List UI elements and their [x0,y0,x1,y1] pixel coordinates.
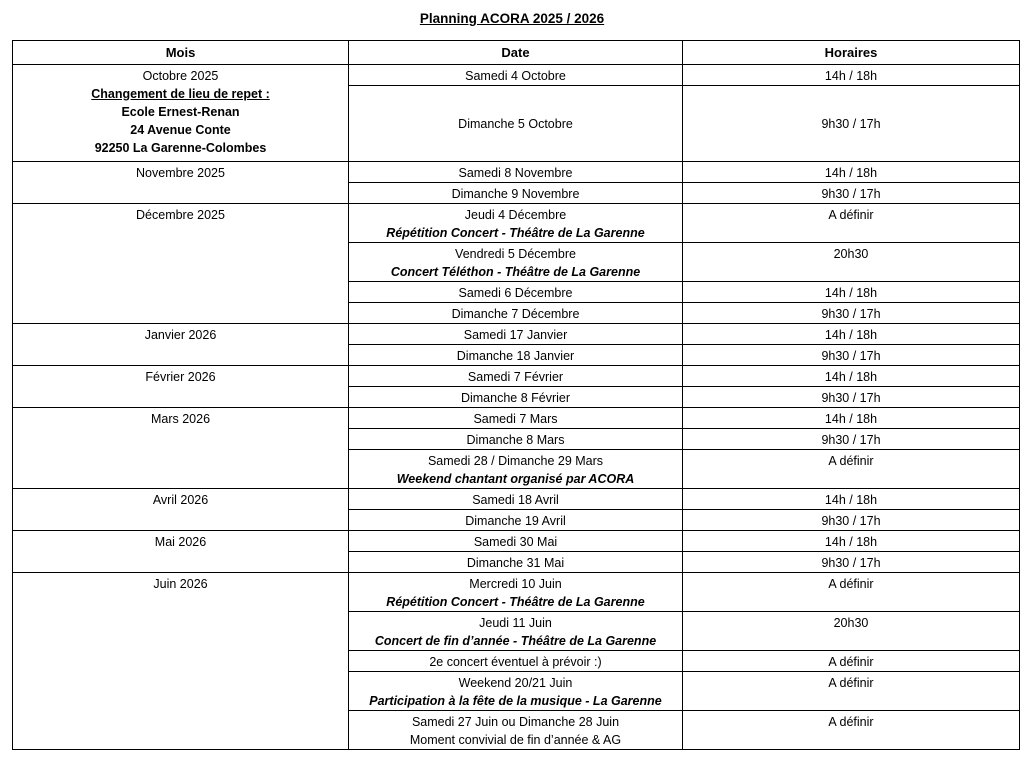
event-subtext: Moment convivial de fin d’année & AG [409,732,622,747]
month-cell-janvier [13,324,349,366]
table-row [13,366,1020,387]
time-cell: A définir [683,711,1020,750]
date-text: Vendredi 5 Décembre [455,246,576,261]
month-cell-octobre [13,65,349,162]
time-cell: 9h30 / 17h [683,86,1020,162]
date-cell [349,672,683,711]
date-cell: 2e concert éventuel à prévoir :) [349,651,683,672]
month-label: Février 2026 [145,369,216,384]
column-header-mois: Mois [13,41,349,65]
event-note: Répétition Concert - Théâtre de La Garenne [386,225,645,240]
event-note: Weekend chantant organisé par ACORA [396,471,635,486]
date-cell: Dimanche 8 Mars [349,429,683,450]
date-cell [349,612,683,651]
event-note: Concert Téléthon - Théâtre de La Garenne [390,264,641,279]
document-title-text: Planning ACORA 2025 / 2026 [419,11,605,26]
column-header-date: Date [349,41,683,65]
date-cell: Samedi 8 Novembre [349,162,683,183]
time-cell: 14h / 18h [683,162,1020,183]
date-cell: Samedi 4 Octobre [349,65,683,86]
month-label: Octobre 2025 [142,68,219,83]
month-cell-mars [13,408,349,489]
time-cell: 14h / 18h [683,531,1020,552]
time-cell: 14h / 18h [683,282,1020,303]
month-cell-avril [13,489,349,531]
month-cell-novembre [13,162,349,204]
time-cell: 14h / 18h [683,489,1020,510]
month-label: Mai 2026 [154,534,207,549]
event-note: Participation à la fête de la musique - La Garenne [369,693,662,708]
table-row [13,65,1020,86]
planning-table [12,40,1020,750]
table-row [13,531,1020,552]
time-cell: 14h / 18h [683,408,1020,429]
date-cell [349,204,683,243]
date-cell: Samedi 6 Décembre [349,282,683,303]
month-label: Mars 2026 [150,411,211,426]
time-cell: A définir [683,450,1020,489]
table-row [13,162,1020,183]
date-text: Samedi 27 Juin ou Dimanche 28 Juin [411,714,620,729]
date-cell: Dimanche 31 Mai [349,552,683,573]
time-cell: 9h30 / 17h [683,387,1020,408]
time-cell: A définir [683,573,1020,612]
table-row [13,489,1020,510]
date-cell [349,450,683,489]
date-text: Jeudi 11 Juin [479,615,552,630]
table-row [13,408,1020,429]
date-cell: Samedi 30 Mai [349,531,683,552]
time-cell: 9h30 / 17h [683,183,1020,204]
date-cell [349,243,683,282]
address-line: Ecole Ernest-Renan [121,104,240,119]
date-cell: Dimanche 18 Janvier [349,345,683,366]
date-cell: Samedi 7 Mars [349,408,683,429]
date-cell: Dimanche 7 Décembre [349,303,683,324]
date-cell [349,711,683,750]
address-line: 24 Avenue Conte [130,122,231,137]
date-text: Weekend 20/21 Juin [458,675,573,690]
time-cell: 9h30 / 17h [683,552,1020,573]
month-label: Janvier 2026 [144,327,217,342]
time-cell: 9h30 / 17h [683,429,1020,450]
date-text: Mercredi 10 Juin [469,576,562,591]
date-cell: Samedi 17 Janvier [349,324,683,345]
time-cell: 9h30 / 17h [683,345,1020,366]
table-row [13,324,1020,345]
event-note: Concert de fin d’année - Théâtre de La Garenne [374,633,657,648]
column-header-horaires: Horaires [683,41,1020,65]
time-cell: 9h30 / 17h [683,510,1020,531]
date-cell: Samedi 18 Avril [349,489,683,510]
date-cell: Dimanche 9 Novembre [349,183,683,204]
document-title [0,0,1024,27]
table-row [13,204,1020,243]
address-line: 92250 La Garenne-Colombes [94,140,267,155]
date-cell: Samedi 7 Février [349,366,683,387]
month-cell-fevrier [13,366,349,408]
date-cell: Dimanche 19 Avril [349,510,683,531]
header-row [13,41,1020,65]
month-notice: Changement de lieu de repet : [91,86,270,101]
time-cell: 14h / 18h [683,65,1020,86]
date-text: Jeudi 4 Décembre [464,207,567,222]
month-label: Juin 2026 [153,576,208,591]
month-cell-juin [13,573,349,750]
time-cell: 9h30 / 17h [683,303,1020,324]
time-cell: 20h30 [683,243,1020,282]
month-cell-mai [13,531,349,573]
date-cell: Dimanche 8 Février [349,387,683,408]
time-cell: 14h / 18h [683,366,1020,387]
time-cell: A définir [683,204,1020,243]
date-text: Samedi 28 / Dimanche 29 Mars [427,453,604,468]
time-cell: A définir [683,672,1020,711]
event-note: Répétition Concert - Théâtre de La Garenne [386,594,645,609]
month-label: Décembre 2025 [136,207,225,222]
time-cell: A définir [683,651,1020,672]
month-label: Avril 2026 [152,492,209,507]
month-cell-decembre [13,204,349,324]
date-cell: Dimanche 5 Octobre [349,86,683,162]
month-label: Novembre 2025 [136,165,225,180]
time-cell: 14h / 18h [683,324,1020,345]
date-cell [349,573,683,612]
time-cell: 20h30 [683,612,1020,651]
table-row [13,573,1020,612]
